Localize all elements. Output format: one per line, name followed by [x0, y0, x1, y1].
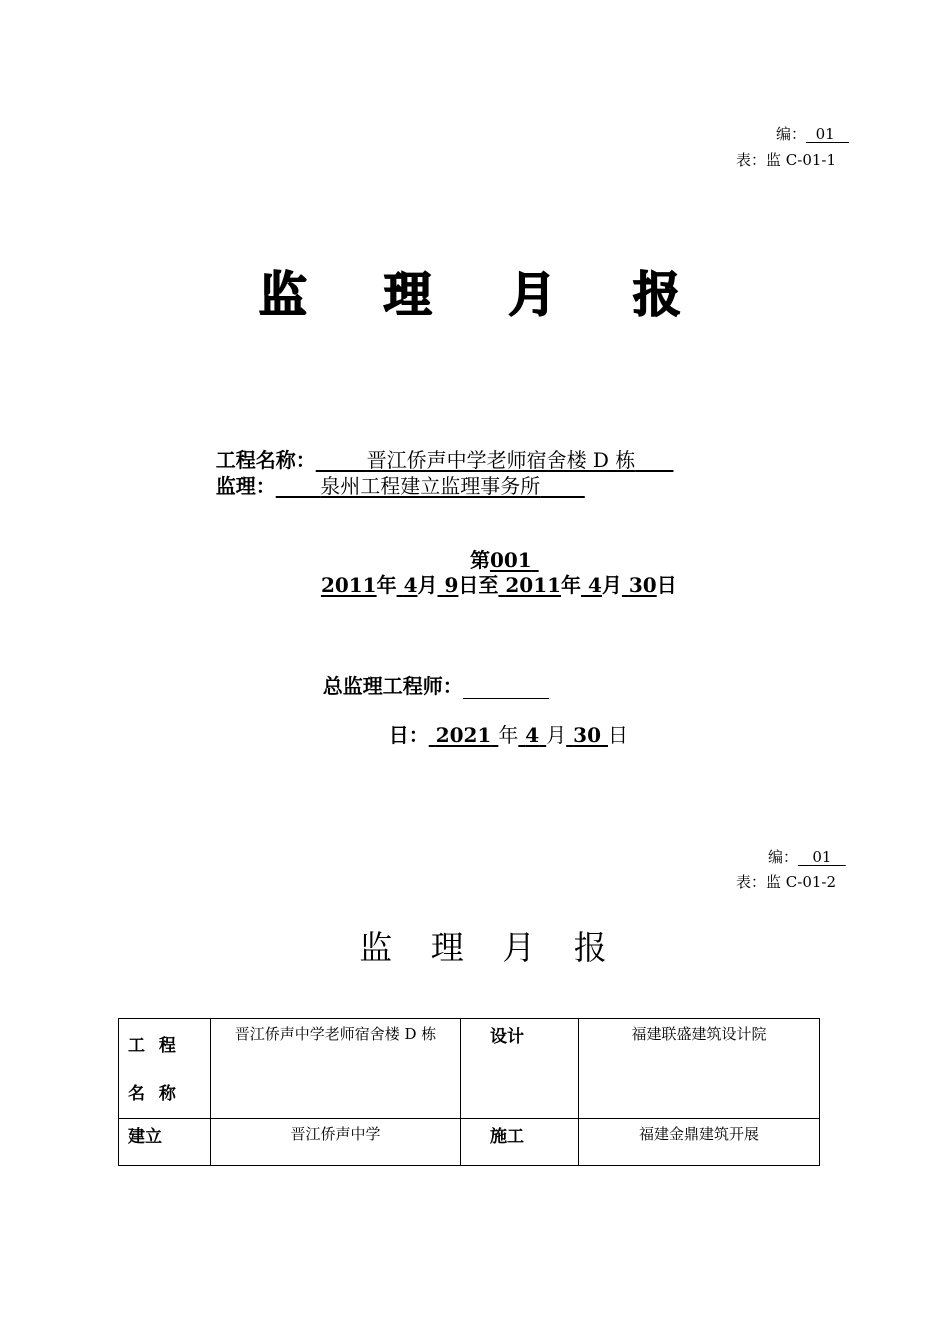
construction-header: 施工 — [461, 1119, 579, 1166]
chief-engineer-label: 总监理工程师： — [322, 674, 463, 698]
report-period: 2011年 4月 9日至 2011年 4月 30日 — [320, 573, 677, 597]
project-info-table — [118, 1018, 820, 1166]
code-number-1: 编： 01 — [776, 125, 835, 143]
table-row — [119, 1019, 820, 1119]
project-name-cell: 晋江侨声中学老师宿舍楼 D 栋 — [211, 1019, 461, 1119]
project-name-header: 工 程 名 称 — [119, 1019, 211, 1119]
design-header: 设计 — [461, 1019, 579, 1119]
table-row — [119, 1119, 820, 1166]
report-title-secondary: 监 理 月 报 — [359, 928, 621, 967]
form-code-1: 表：监 C-01-1 — [736, 151, 837, 169]
issue-number: 001 — [489, 548, 532, 572]
date-label: 日： — [388, 723, 429, 747]
supervisor-label: 监理： — [215, 474, 276, 498]
supervisor-line — [203, 447, 585, 499]
construction-cell: 福建金鼎建筑开展 — [579, 1119, 820, 1166]
chief-engineer-line — [310, 647, 549, 699]
code-number-2: 编： 01 — [768, 848, 832, 866]
report-title-main: 监 理 月 报 — [258, 267, 712, 323]
client-cell: 晋江侨声中学 — [211, 1119, 461, 1166]
issue-number-line: 第001 — [469, 548, 532, 572]
project-name-label: 工程名称： — [215, 448, 316, 472]
supervisor-value: 泉州工程建立监理事务所 — [320, 474, 541, 498]
date-line: 日： 2021 年 4 月 30 日 — [388, 723, 628, 747]
client-header: 建立 — [119, 1119, 211, 1166]
design-cell: 福建联盛建筑设计院 — [579, 1019, 820, 1119]
form-code-2: 表：监 C-01-2 — [736, 873, 837, 891]
project-name-value: 晋江侨声中学老师宿舍楼 D 栋 — [366, 448, 636, 472]
